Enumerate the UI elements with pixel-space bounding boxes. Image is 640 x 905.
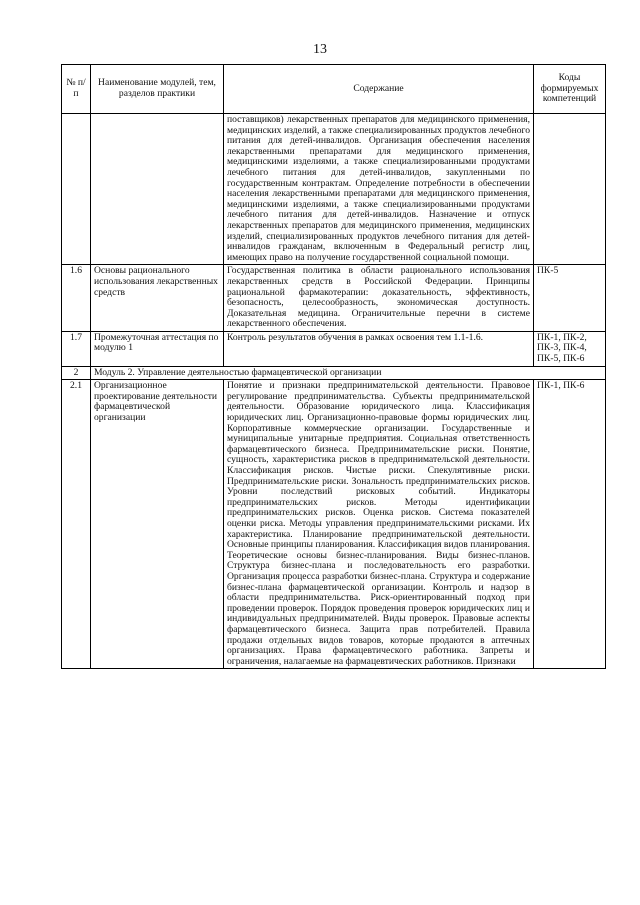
header-content: Содержание xyxy=(224,65,534,114)
row-section: Основы рационального использования лекарственных средств xyxy=(91,265,224,332)
row-section: Промежуточная аттестация по модулю 1 xyxy=(91,331,224,366)
module-title: Модуль 2. Управление деятельностью фармацевтической организации xyxy=(91,366,606,380)
table-row xyxy=(62,114,606,265)
row-content: Понятие и признаки предпринимательской деятельности. Правовое регулирование предпринимательства. Субъекты предпринимательской деятельности. Образование юридического лица. Классификация юридических лиц. Организационно-правовые формы юридических лиц. Корпоративные коммерческие организации. Государственные и муниципальные унитарные предприятия. Социальная ответственность фармацевтического бизнеса. Предпринимательские риски. Понятие, сущность, характеристика рисков в предпринимательской деятельности. Классификация рисков. Чистые риски. Спекулятивные риски. Предпринимательские риски. Зональность предпринимательских рисков. Уровни последствий рисковых событий. Индикаторы предпринимательских рисков. Методы идентификации предпринимательских рисков. Оценка рисков. Система показателей оценки риска. Методы управления предпринимательскими рисками. Их характеристика. Планирование предпринимательской деятельности. Основные принципы планирования. Классификация видов планирования. Теоретические основы бизнес-планирования. Виды бизнес-планов. Структура бизнес-плана и последовательность его разработки. Организация процесса разработки бизнес-плана. Структура и содержание бизнес-плана фармацевтической организации. Контроль и надзор в области предпринимательства. Риск-ориентированный подход при проведении проверок. Порядок проведения проверок юридических лиц и индивидуальных предпринимателей. Виды проверок. Правовые аспекты фармацевтического бизнеса. Защита прав потребителей. Правила продажи отдельных видов товаров, которые продаются в аптечных организациях. Права фармацевтического работника. Запреты и ограничения, налагаемые на фармацевтических работников. Признаки xyxy=(224,380,534,669)
row-codes xyxy=(534,114,606,265)
row-num: 1.7 xyxy=(62,331,91,366)
row-content: Контроль результатов обучения в рамках освоения тем 1.1-1.6. xyxy=(224,331,534,366)
row-num: 1.6 xyxy=(62,265,91,332)
row-codes: ПК-1, ПК-6 xyxy=(534,380,606,669)
page-number: 13 xyxy=(313,42,327,57)
row-content: поставщиков) лекарственных препаратов для медицинского применения, медицинских изделий, а также специализированных продуктов лечебного питания для детей-инвалидов. Организация обеспечения населения лекарственными препаратами для медицинского применения, медицинскими изделиями, а также специализированными продуктами лечебного питания для детей-инвалидов, закупленными по государственным контрактам. Определение потребности в обеспечении населения лекарственными препаратами для медицинского применения, медицинскими изделиями, а также специализированными продуктами лечебного питания для детей-инвалидов. Назначение и отпуск лекарственных препаратов для медицинского применения, медицинских изделий, специализированных продуктов лечебного питания для детей-инвалидов гражданам, включенным в Федеральный регистр лиц, имеющих право на получение государственной социальной помощи. xyxy=(224,114,534,265)
table-row xyxy=(62,380,606,669)
row-codes: ПК-5 xyxy=(534,265,606,332)
header-codes: Коды формируемых компетенций xyxy=(534,65,606,114)
module-num: 2 xyxy=(62,366,91,380)
row-codes: ПК-1, ПК-2, ПК-3, ПК-4, ПК-5, ПК-6 xyxy=(534,331,606,366)
table-row xyxy=(62,331,606,366)
table-header-row xyxy=(62,65,606,114)
module-row xyxy=(62,366,606,380)
row-section xyxy=(91,114,224,265)
row-num: 2.1 xyxy=(62,380,91,669)
table-row xyxy=(62,265,606,332)
row-content: Государственная политика в области рационального использования лекарственных средств в Российской Федерации. Принципы рациональной фармакотерапии: доказательность, эффективность, безопасность, целесообразность, экономическая доступность. Доказательная медицина. Ограничительные перечни в системе лекарственного обеспечения. xyxy=(224,265,534,332)
row-section: Организационное проектирование деятельности фармацевтической организации xyxy=(91,380,224,669)
curriculum-table xyxy=(61,64,606,669)
header-num: № п/п xyxy=(62,65,91,114)
header-section: Наименование модулей, тем, разделов практики xyxy=(91,65,224,114)
row-num xyxy=(62,114,91,265)
